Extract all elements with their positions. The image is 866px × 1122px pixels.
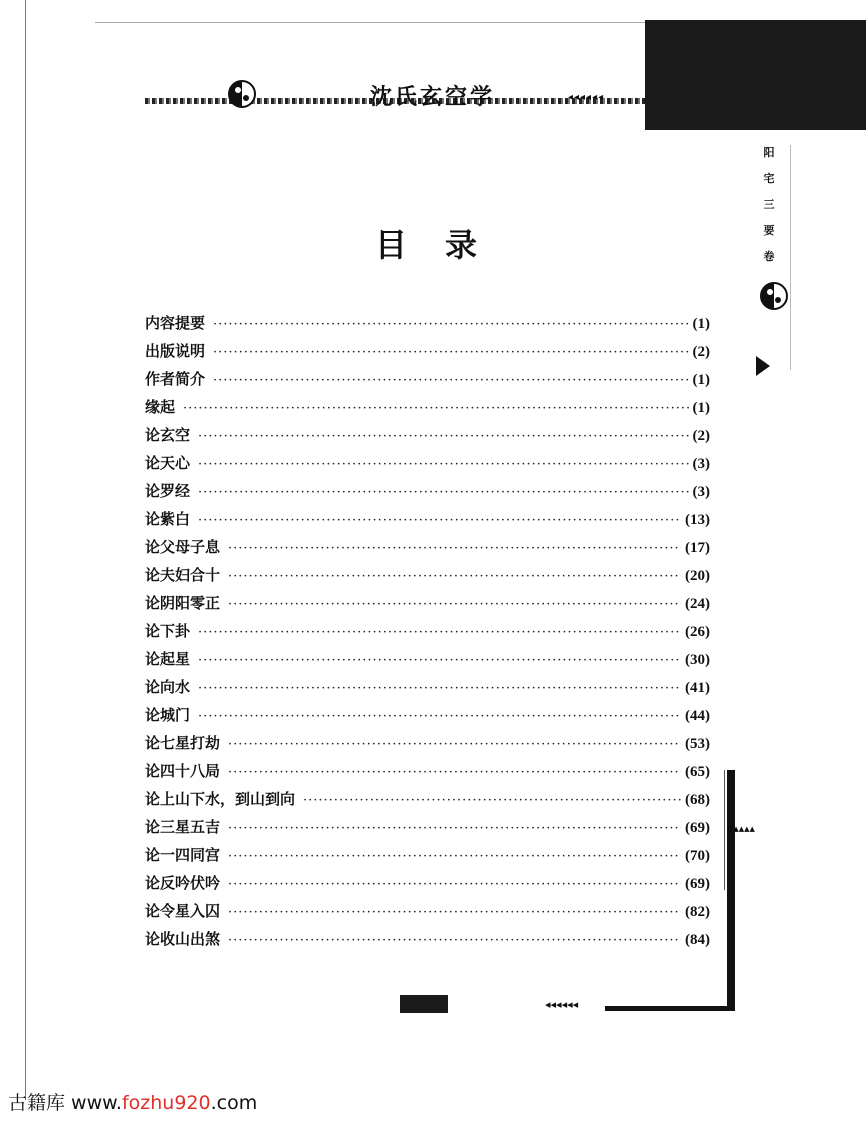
- toc-entry: [145, 788, 710, 816]
- toc-leader-dots: [198, 513, 681, 528]
- toc-leader-dots: [198, 429, 688, 444]
- toc-entry: [145, 760, 710, 788]
- toc-entry-page: (2): [692, 428, 710, 444]
- toc-entry-page: (3): [692, 484, 710, 500]
- toc-entry-title: 论三星五吉: [145, 818, 221, 836]
- toc-entry: [145, 844, 710, 872]
- toc-entry: [145, 704, 710, 732]
- toc-leader-dots: [183, 401, 688, 416]
- toc-entry-page: (13): [685, 512, 710, 528]
- toc-entry: [145, 928, 710, 956]
- toc-leader-dots: [198, 653, 681, 668]
- toc-entry-title: 论令星入囚: [145, 902, 221, 920]
- toc-leader-dots: [228, 541, 681, 556]
- toc-entry-page: (84): [685, 932, 710, 948]
- toc-entry-title: 内容提要: [145, 314, 206, 332]
- toc-entry-page: (1): [692, 316, 710, 332]
- toc-entry: [145, 900, 710, 928]
- toc-entry: [145, 620, 710, 648]
- toc-leader-dots: [228, 821, 681, 836]
- toc-leader-dots: [228, 597, 681, 612]
- toc-leader-dots: [228, 877, 681, 892]
- toc-entry-title: 论反吟伏吟: [145, 874, 221, 892]
- toc-entry-page: (68): [685, 792, 710, 808]
- page-heading: 目录: [375, 226, 516, 264]
- toc-entry: [145, 340, 710, 368]
- toc-entry-title: 论七星打劫: [145, 734, 221, 752]
- toc-entry-page: (2): [692, 344, 710, 360]
- toc-entry-title: 论一四同宫: [145, 846, 221, 864]
- toc-entry-page: (24): [685, 596, 710, 612]
- footer-watermark: [8, 1088, 257, 1115]
- toc-leader-dots: [198, 709, 681, 724]
- toc-entry: [145, 592, 710, 620]
- side-tab-char: 阳: [763, 146, 775, 159]
- side-tab: [758, 140, 788, 270]
- toc-entry-title: 论上山下水，到山到向: [145, 790, 296, 808]
- toc-leader-dots: [228, 905, 681, 920]
- toc-entry-title: 论城门: [145, 706, 191, 724]
- toc-entry: [145, 816, 710, 844]
- toc-entry-title: 论玄空: [145, 426, 191, 444]
- toc-entry-page: (70): [685, 848, 710, 864]
- arrow-right-icon: [756, 356, 770, 376]
- toc-entry-page: (65): [685, 764, 710, 780]
- page-margin-line: [25, 0, 26, 1100]
- watermark-accent: fozhu920: [121, 1092, 211, 1114]
- toc-entry-page: (30): [685, 652, 710, 668]
- side-tab-char: 要: [763, 224, 775, 237]
- toc-entry: [145, 676, 710, 704]
- taiji-icon: [228, 80, 256, 108]
- right-rule: [727, 770, 735, 1010]
- bottom-rule: [605, 1006, 735, 1011]
- toc-entry-title: 论夫妇合十: [145, 566, 221, 584]
- toc-leader-dots: [213, 373, 688, 388]
- toc-entry-page: (82): [685, 904, 710, 920]
- toc-leader-dots: [228, 765, 681, 780]
- side-tab-char: 宅: [763, 172, 775, 185]
- toc-entry: [145, 452, 710, 480]
- toc-leader-dots: [198, 625, 681, 640]
- toc-entry-title: 缘起: [145, 398, 176, 416]
- toc-leader-dots: [228, 933, 681, 948]
- toc-entry: [145, 508, 710, 536]
- toc-entry-title: 论紫白: [145, 510, 191, 528]
- side-tab-char: 三: [763, 198, 775, 211]
- table-of-contents: [145, 312, 710, 956]
- toc-entry: [145, 396, 710, 424]
- toc-entry-title: 论收山出煞: [145, 930, 221, 948]
- toc-entry: [145, 480, 710, 508]
- right-rule-thin: [724, 770, 725, 890]
- toc-entry-page: (20): [685, 568, 710, 584]
- toc-entry: [145, 872, 710, 900]
- toc-entry: [145, 424, 710, 452]
- toc-entry-title: 论罗经: [145, 482, 191, 500]
- toc-entry: [145, 312, 710, 340]
- bottom-arrows: ◂◂◂◂◂◂: [545, 998, 579, 1011]
- bottom-block: [400, 995, 448, 1013]
- toc-leader-dots: [228, 737, 681, 752]
- toc-entry-page: (53): [685, 736, 710, 752]
- toc-entry: [145, 648, 710, 676]
- header-marks: ◂◂◂◂◂◂: [568, 92, 605, 103]
- corner-block: [645, 20, 866, 130]
- side-rule: [790, 145, 791, 370]
- toc-entry: [145, 732, 710, 760]
- toc-entry-title: 出版说明: [145, 342, 206, 360]
- watermark-prefix: 古籍库 www.: [8, 1092, 122, 1114]
- toc-entry: [145, 536, 710, 564]
- toc-entry-title: 论天心: [145, 454, 191, 472]
- taiji-icon: [760, 282, 788, 310]
- toc-entry-title: 论阴阳零正: [145, 594, 221, 612]
- toc-leader-dots: [198, 681, 681, 696]
- toc-leader-dots: [198, 485, 688, 500]
- toc-entry: [145, 564, 710, 592]
- toc-entry-page: (1): [692, 400, 710, 416]
- toc-entry-page: (69): [685, 876, 710, 892]
- toc-entry-title: 论下卦: [145, 622, 191, 640]
- toc-entry-page: (17): [685, 540, 710, 556]
- toc-entry-page: (3): [692, 456, 710, 472]
- toc-leader-dots: [213, 317, 688, 332]
- toc-leader-dots: [228, 569, 681, 584]
- toc-entry-page: (69): [685, 820, 710, 836]
- toc-leader-dots: [198, 457, 688, 472]
- right-marks: ▲▲▲▲▲: [728, 825, 755, 833]
- toc-leader-dots: [213, 345, 688, 360]
- toc-entry: [145, 368, 710, 396]
- toc-entry-title: 论父母子息: [145, 538, 221, 556]
- toc-entry-title: 论向水: [145, 678, 191, 696]
- watermark-suffix: .com: [210, 1092, 258, 1114]
- toc-entry-page: (44): [685, 708, 710, 724]
- toc-leader-dots: [228, 849, 681, 864]
- toc-entry-title: 论起星: [145, 650, 191, 668]
- book-title: 沈氏玄空学: [370, 84, 496, 110]
- side-tab-char: 卷: [763, 250, 775, 263]
- top-rule: [95, 22, 645, 23]
- toc-entry-title: 作者简介: [145, 370, 206, 388]
- toc-entry-page: (1): [692, 372, 710, 388]
- toc-entry-page: (26): [685, 624, 710, 640]
- toc-entry-title: 论四十八局: [145, 762, 221, 780]
- toc-entry-page: (41): [685, 680, 710, 696]
- toc-leader-dots: [303, 793, 681, 808]
